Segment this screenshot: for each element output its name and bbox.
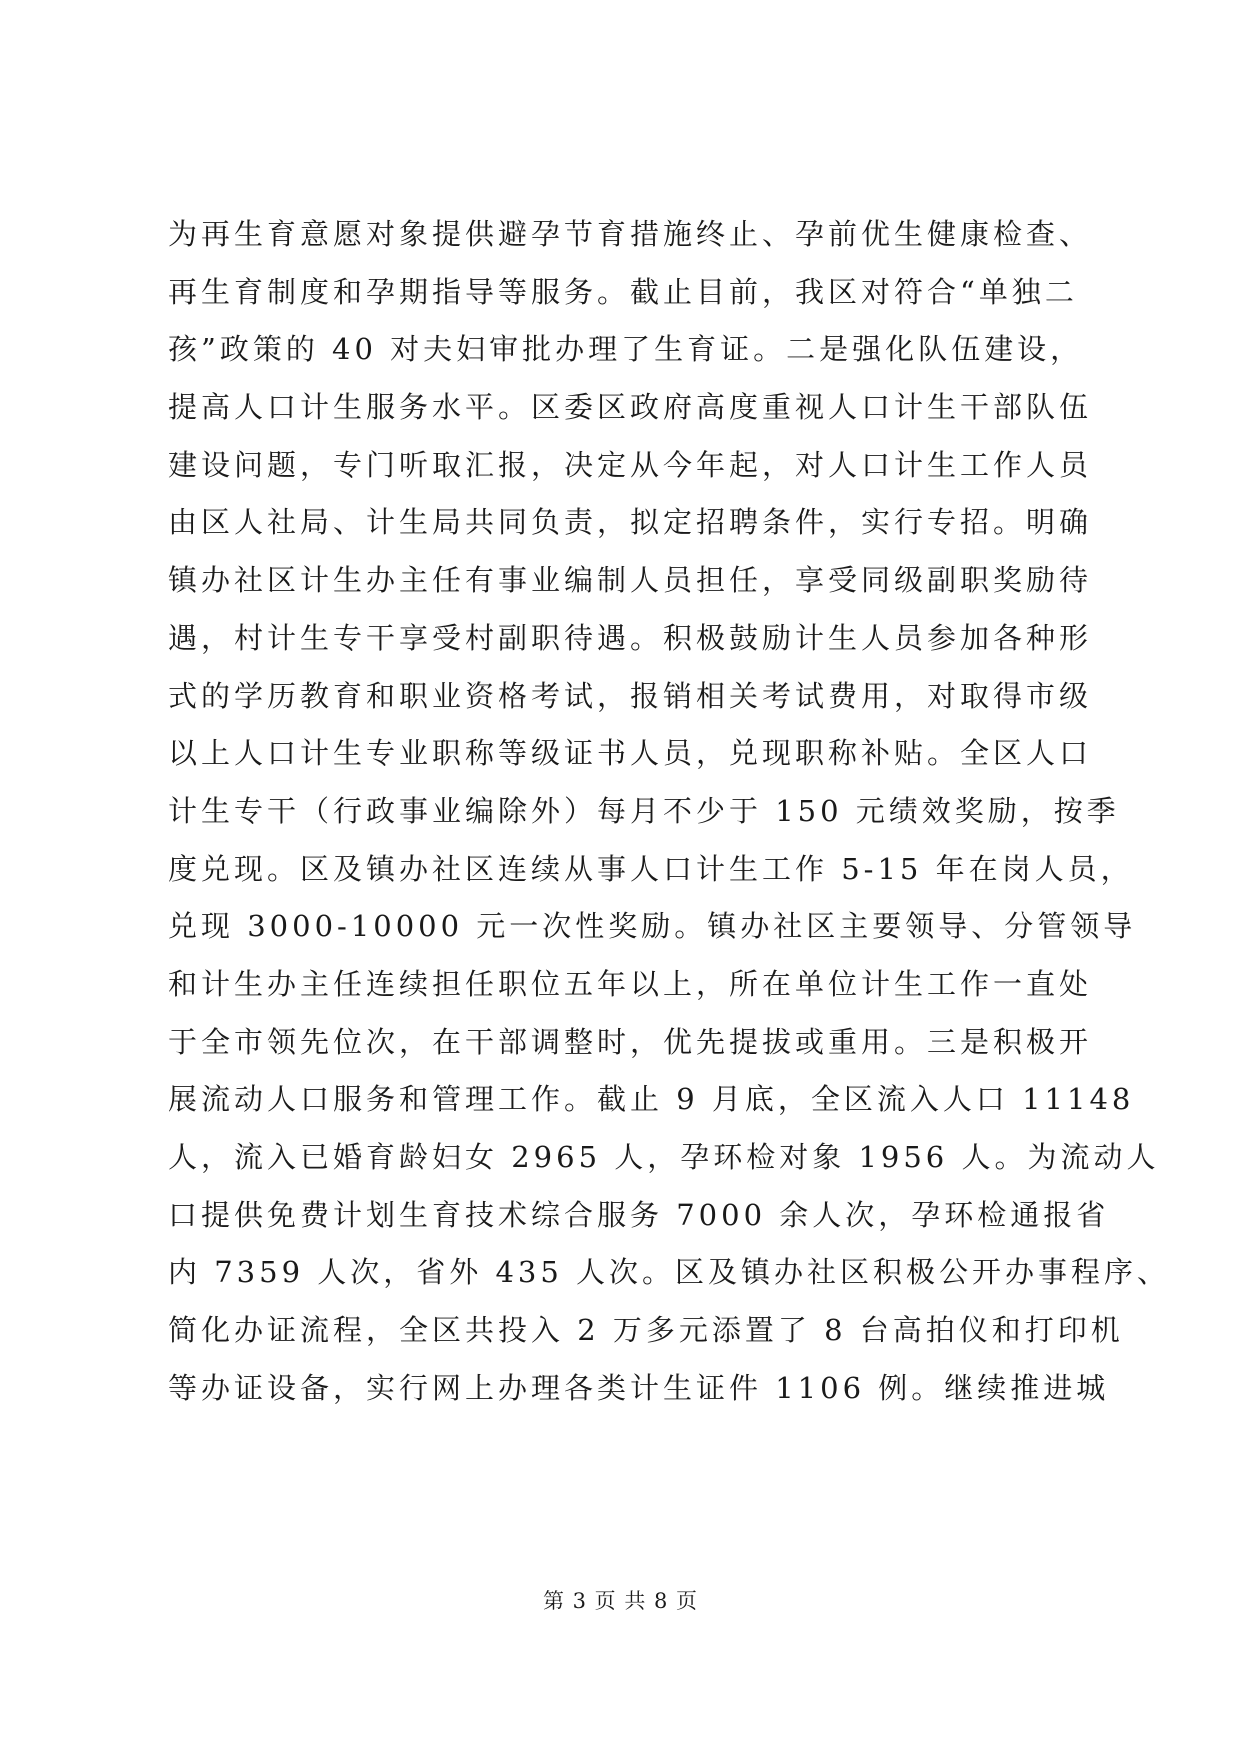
text-line: 人，流入已婚育龄妇女 2965 人，孕环检对象 1956 人。为流动人 bbox=[168, 1140, 1160, 1174]
text-line: 再生育制度和孕期指导等服务。截止目前，我区对符合“单独二 bbox=[168, 274, 1078, 309]
text-line: 于全市领先位次，在干部调整时，优先提拔或重用。三是积极开 bbox=[168, 1024, 1093, 1059]
text-line: 以上人口计生专业职称等级证书人员，兑现职称补贴。全区人口 bbox=[168, 736, 1093, 771]
text-line: 式的学历教育和职业资格考试，报销相关考试费用，对取得市级 bbox=[168, 678, 1093, 713]
text-line: 镇办社区计生办主任有事业编制人员担任，享受同级副职奖励待 bbox=[168, 563, 1093, 598]
text-line: 遇，村计生专干享受村副职待遇。积极鼓励计生人员参加各种形 bbox=[168, 620, 1093, 655]
text-line: 建设问题，专门听取汇报，决定从今年起，对人口计生工作人员 bbox=[168, 447, 1093, 482]
text-line: 为再生育意愿对象提供避孕节育措施终止、孕前优生健康检查、 bbox=[168, 217, 1093, 251]
body-text bbox=[168, 206, 1171, 1417]
text-line: 简化办证流程，全区共投入 2 万多元添置了 8 台高拍仪和打印机 bbox=[168, 1313, 1124, 1348]
text-line: 内 7359 人次，省外 435 人次。区及镇办社区积极公开办事程序、 bbox=[168, 1255, 1171, 1290]
text-line: 兑现 3000-10000 元一次性奖励。镇办社区主要领导、分管领导 bbox=[168, 909, 1137, 944]
text-line: 和计生办主任连续担任职位五年以上，所在单位计生工作一直处 bbox=[168, 966, 1093, 1001]
text-line: 计生专干（行政事业编除外）每月不少于 150 元绩效奖励，按季 bbox=[168, 793, 1120, 828]
text-line: 等办证设备，实行网上办理各类计生证件 1106 例。继续推进城 bbox=[168, 1370, 1110, 1405]
text-line: 孩”政策的 40 对夫妇审批办理了生育证。二是强化队伍建设， bbox=[168, 332, 1084, 367]
text-line: 展流动人口服务和管理工作。截止 9 月底，全区流入人口 11148 bbox=[168, 1082, 1135, 1117]
text-line: 口提供免费计划生育技术综合服务 7000 余人次，孕环检通报省 bbox=[168, 1197, 1110, 1232]
page-number: 第 3 页 共 8 页 bbox=[542, 1589, 699, 1613]
text-line: 提高人口计生服务水平。区委区政府高度重视人口计生干部队伍 bbox=[168, 390, 1093, 425]
text-line: 度兑现。区及镇办社区连续从事人口计生工作 5-15 年在岗人员， bbox=[168, 851, 1134, 886]
text-line: 由区人社局、计生局共同负责，拟定招聘条件，实行专招。明确 bbox=[168, 505, 1093, 540]
